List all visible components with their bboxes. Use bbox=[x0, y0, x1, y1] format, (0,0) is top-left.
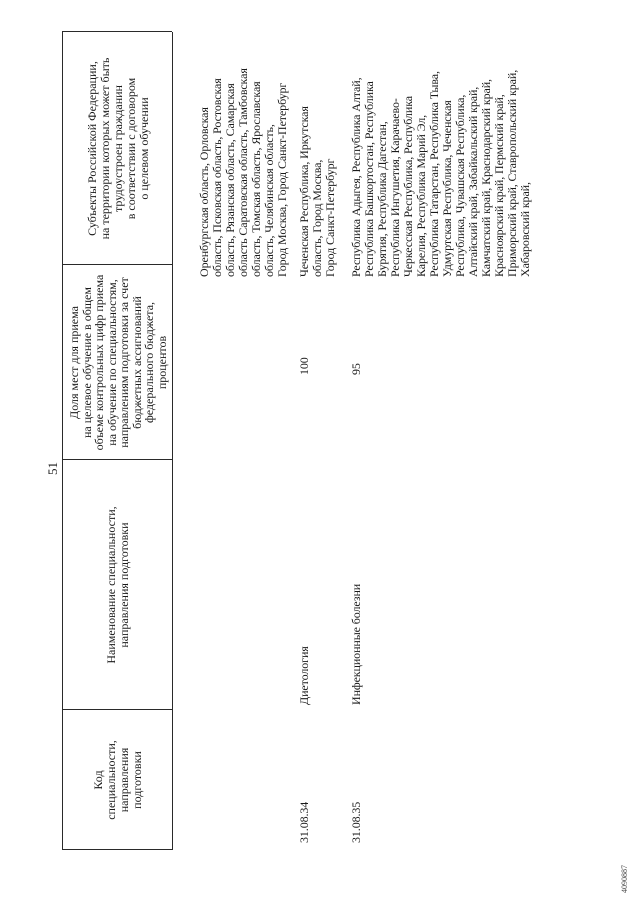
header-bottom-border bbox=[172, 32, 173, 850]
header-divider bbox=[62, 849, 172, 850]
table-cell-name: Инфекционные болезни bbox=[349, 583, 363, 705]
header-divider bbox=[62, 31, 172, 32]
document-code: 4090887 bbox=[620, 865, 629, 893]
table-top-border bbox=[62, 32, 63, 850]
header-name: Наименование специальности, направления подготовки bbox=[104, 506, 131, 664]
table-cell-share: 95 bbox=[349, 363, 363, 375]
table-cell-share: 100 bbox=[297, 357, 311, 375]
header-divider bbox=[62, 709, 172, 710]
table-cell-code: 31.08.35 bbox=[349, 801, 363, 843]
table-cell-name: Диетология bbox=[297, 646, 311, 705]
table-cell-regions: Оренбургская область, Орловская область, Псковская область, Ростовская область, Рязанская область, Самарская область Саратовская область, Тамбовская область, Томская область, Ярославская область, Челябинская область, Город Москва, Город Санкт-Петербург bbox=[197, 68, 289, 277]
header-divider bbox=[62, 459, 172, 460]
page-number: 51 bbox=[45, 462, 60, 475]
table-cell-regions: Республика Адыгея, Республика Алтай, Республика Башкортостан, Республика Бурятия, Республика Дагестан, Республика Ингушетия, Карачаево- Черкесская Республика, Республика Карелия, Республика Марий Эл, Республика Татарстан, Республика Тыва, Удмуртская Республика, Чеченская Республика, Чувашская Республика, Алтайский край, Забайкальский край, Камчатский край, Краснодарский край, Красноярский край, Пермский край, Приморский край, Ставропольский край, Хабаровский край, bbox=[349, 69, 532, 277]
header-share: Доля мест для приема на целевое обучение в общем объеме контрольных цифр приема на обучение по специальностям, направлениям подготовки за счет бюджетных ассигнований федерального бюджета, процентов bbox=[67, 274, 169, 451]
table-cell-code: 31.08.34 bbox=[297, 801, 311, 843]
header-code: Код специальности, направления подготовки bbox=[91, 740, 144, 820]
header-divider bbox=[62, 264, 172, 265]
table-cell-regions: Чеченская Республика, Иркутская область, Город Москва, Город Санкт-Петербург bbox=[297, 106, 337, 277]
header-regions: Субъекты Российской Федерации, на территории которых может быть трудоустроен гражданин в соответствии с договором о целевом обучении bbox=[84, 57, 151, 240]
